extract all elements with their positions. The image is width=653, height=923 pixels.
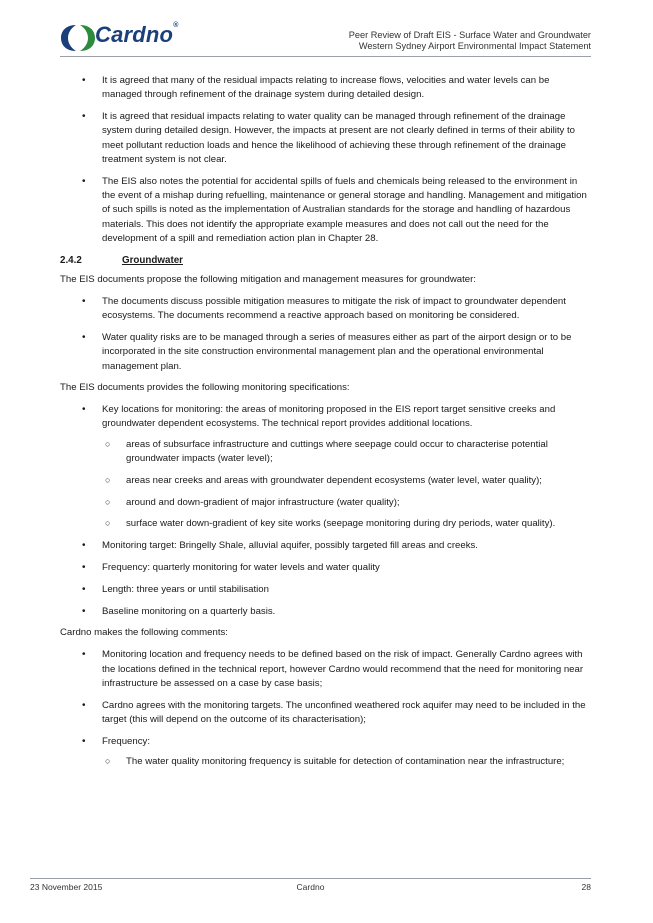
bullet-icon: • — [82, 699, 86, 711]
header-divider — [60, 56, 591, 57]
header-title-line2: Western Sydney Airport Environmental Impact Statement — [358, 41, 591, 51]
list-item: • Monitoring target: Bringelly Shale, alluvial aquifer, possibly targeted fill areas and creeks. — [60, 539, 591, 553]
document-footer — [30, 878, 591, 892]
bullet-icon: • — [82, 175, 86, 187]
bullet-icon: • — [82, 75, 86, 86]
bullet-icon: • — [82, 583, 86, 595]
list-item: • It is agreed that many of the residual impacts relating to increase flows, velocities and water levels can be managed through refinement of the drainage system during detailed design. — [82, 75, 550, 101]
circle-bullet-icon: ○ — [105, 755, 111, 766]
list-item: • Frequency: ○ The water quality monitoring frequency is suitable for detection of contamination near the infrastructure; — [60, 735, 591, 770]
sub-list-item: ○ surface water down-gradient of key site works (seepage monitoring during dry periods, water quality). — [105, 518, 556, 530]
cardno-swoosh-icon — [60, 22, 96, 54]
section-title: Groundwater — [122, 254, 183, 266]
paragraph: The EIS documents propose the following mitigation and management measures for groundwater: — [60, 274, 476, 286]
sub-bullet-list — [102, 438, 591, 532]
list-item: • Frequency: quarterly monitoring for water levels and water quality — [60, 561, 591, 575]
circle-bullet-icon: ○ — [105, 496, 111, 507]
list-item: • The EIS also notes the potential for accidental spills of fuels and chemicals being released to the environment in the event of a mishap during refuelling, maintenance or general storage and handling. Management and mitigation of such spills is noted as the implementation of Australian standards for the storage and handling of hazardous materials. This does not identify the appropriate example measures and does not call out the need for the development of a spill and remediation action plan in Chapter 28. — [82, 175, 587, 244]
page-number: 28 — [581, 882, 591, 892]
list-item: • Water quality risks are to be managed through a series of measures either as part of the airport design or to be incorporated in the site construction environmental management plan and the operational environmental management plan. — [82, 331, 572, 372]
footer-company: Cardno — [296, 882, 325, 892]
header-title-line1: Peer Review of Draft EIS - Surface Water and Groundwater — [348, 30, 591, 40]
circle-bullet-icon: ○ — [105, 438, 111, 449]
document-header-title — [349, 30, 591, 52]
sub-list-item: ○ areas near creeks and areas with groundwater dependent ecosystems (water level, water quality); — [105, 474, 542, 486]
bullet-icon: • — [82, 735, 86, 747]
sub-list-item: ○ around and down-gradient of major infrastructure (water quality); — [105, 496, 400, 508]
comments-bullet-list — [60, 648, 591, 769]
bullet-icon: • — [82, 540, 86, 552]
list-item: • Key locations for monitoring: the areas of monitoring proposed in the EIS report target sensitive creeks and groundwater dependent ecosystems. The technical report provides additional locations. ○ areas of subsurface infrastructure and cuttings where seepage could occur to characterise potential groundwater impacts (water level); ○ areas near creeks and areas with groundwater dependent ecosystems (water level, water quality); ○ around and down-gradient of major infrastructure (water quality); ○ surface water down-gradient of key site works (seepage monitoring during dry periods, water quality). — [60, 403, 591, 532]
paragraph: The EIS documents provides the following monitoring specifications: — [60, 382, 350, 394]
paragraph: Cardno makes the following comments: — [60, 627, 228, 639]
footer-divider — [30, 878, 591, 879]
bullet-icon: • — [82, 295, 86, 307]
list-item: • It is agreed that residual impacts relating to water quality can be managed through refinement of the drainage system during detailed design. However, the impacts at present are not clearly defined in terms of their ability to meet pollutant reduction loads and hence the likelihood of achieving these through refinement of the drainage treatment system is not clear. — [82, 111, 575, 165]
bullet-icon: • — [82, 331, 86, 343]
circle-bullet-icon: ○ — [105, 474, 111, 485]
bullet-icon: • — [82, 562, 86, 574]
mitigation-bullet-list — [60, 295, 591, 374]
cardno-logo — [60, 22, 210, 54]
list-item: • Monitoring location and frequency needs to be defined based on the risk of impact. Generally Cardno agrees with the locations defined in the technical report, however Cardno would recommend that the need for monitoring near infrastructure be assessed on a case by case basis; — [82, 649, 584, 689]
sub-bullet-list — [102, 755, 591, 769]
logo-wordmark: Cardno® — [95, 22, 179, 47]
bullet-icon: • — [82, 111, 86, 123]
bullet-icon: • — [82, 404, 86, 416]
sub-list-item: ○ areas of subsurface infrastructure and cuttings where seepage could occur to characterise potential groundwater impacts (water level); — [105, 438, 548, 465]
section-heading — [60, 254, 591, 268]
document-body — [60, 74, 591, 777]
list-item: • Baseline monitoring on a quarterly basis. — [60, 605, 591, 619]
list-item: • The documents discuss possible mitigation measures to mitigate the risk of impact to groundwater dependent ecosystems. The documents recommend a reactive approach based on monitoring be considered. — [82, 295, 566, 322]
sub-list-item: ○ The water quality monitoring frequency is suitable for detection of contamination near the infrastructure; — [105, 755, 565, 767]
section-number: 2.4.2 — [60, 254, 82, 266]
bullet-icon: • — [82, 605, 86, 617]
footer-date: 23 November 2015 — [30, 882, 103, 892]
monitoring-bullet-list — [60, 403, 591, 619]
circle-bullet-icon: ○ — [105, 518, 111, 529]
bullet-icon: • — [82, 649, 86, 661]
list-item: • Cardno agrees with the monitoring targets. The unconfined weathered rock aquifer may need to be included in the target (this will depend on the outcome of its characterisation); — [82, 699, 586, 725]
list-item: • Length: three years or until stabilisation — [60, 583, 591, 597]
top-bullet-list — [60, 74, 591, 246]
